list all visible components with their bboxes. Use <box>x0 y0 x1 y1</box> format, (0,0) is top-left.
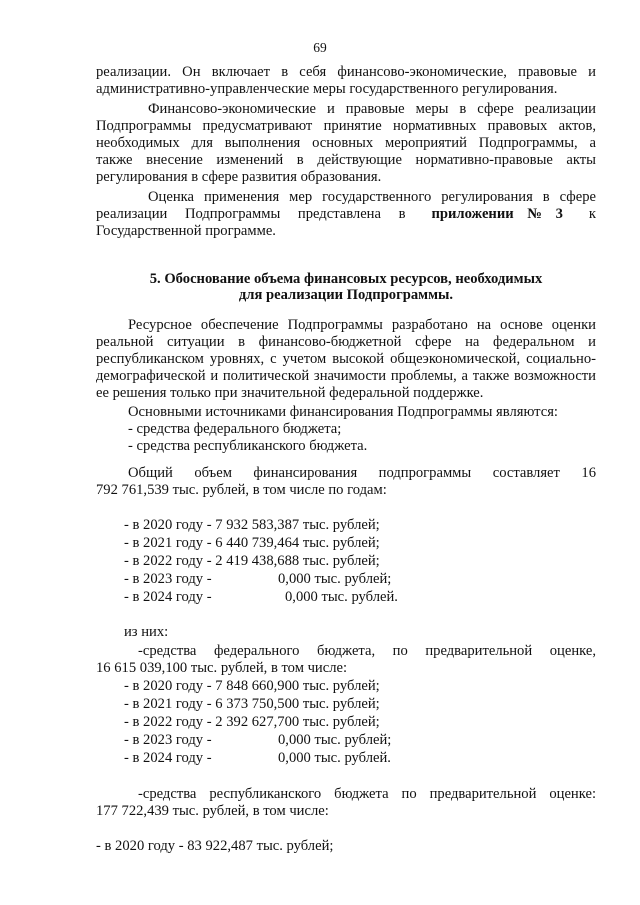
paragraph-3-line-3: Государственной программе. <box>96 223 276 239</box>
paragraph-3-line-1: Оценка применения мер государственного регулирования в сфере <box>148 189 596 205</box>
of-them-label: из них: <box>124 624 169 640</box>
republic-2020-amount: - в 2020 году - 83 922,487 тыс. рублей; <box>96 838 334 854</box>
list-item: - в 2020 году - 7 932 583,387 тыс. рублей; <box>124 517 380 533</box>
section-heading-line-2: для реализации Подпрограммы. <box>238 287 454 303</box>
paragraph-2-line-4: также внесение изменений в действующие нормативно-правовые акты <box>96 152 596 168</box>
paragraph-2-line-5: регулирования в сфере развития образования. <box>96 169 382 185</box>
federal-funds-line-2: 16 615 039,100 тыс. рублей, в том числе: <box>96 660 348 676</box>
paragraph-4-line-5: ее решения только при значительной федеральной поддержке. <box>96 385 484 401</box>
list-item: - в 2021 году - 6 373 750,500 тыс. рублей; <box>124 696 380 712</box>
list-item: - в 2021 году - 6 440 739,464 тыс. рублей; <box>124 535 380 551</box>
paragraph-2-line-3: необходимых для выполнения основных мероприятий Подпрограммы, а <box>96 135 596 151</box>
paragraph-4-line-4: демографической и политической значимости проблемы, а также возможности <box>96 368 596 384</box>
paragraph-4-line-1: Ресурсное обеспечение Подпрограммы разработано на основе оценки <box>128 317 596 333</box>
page-number: 69 <box>313 40 327 55</box>
list-item: - в 2023 году - 0,000 тыс. рублей; <box>124 571 392 587</box>
total-funding-line-1: Общий объем финансирования подпрограммы составляет 16 <box>128 465 596 481</box>
section-heading-line-1: 5. Обоснование объема финансовых ресурсов, необходимых <box>149 271 543 287</box>
republic-funds-line-2: 177 722,439 тыс. рублей, в том числе: <box>96 803 329 819</box>
paragraph-2-line-2: Подпрограммы предусматривают принятие нормативных правовых актов, <box>96 118 596 134</box>
list-item: - в 2022 году - 2 392 627,700 тыс. рублей; <box>124 714 380 730</box>
paragraph-4-line-2: реальной ситуации в финансово-бюджетной сфере на федеральном и <box>96 334 596 350</box>
paragraph-3-line-2-end: к <box>588 206 596 222</box>
paragraph-1-line-1: реализации. Он включает в себя финансово-экономические, правовые и <box>96 64 596 80</box>
appendix-reference: приложении № 3 <box>431 206 563 222</box>
paragraph-2-line-1: Финансово-экономические и правовые меры в сфере реализации <box>148 101 596 117</box>
funding-source-federal: - средства федерального бюджета; <box>128 421 342 437</box>
paragraph-3-line-2-start: реализации Подпрограммы представлена в <box>96 206 406 222</box>
list-item: - в 2023 году - 0,000 тыс. рублей; <box>124 732 392 748</box>
list-item: - в 2024 году - 0,000 тыс. рублей. <box>124 589 398 605</box>
republic-funds-line-1: -средства республиканского бюджета по предварительной оценке: <box>138 786 596 802</box>
paragraph-1-line-2: административно-управленческие меры государственного регулирования. <box>96 81 558 97</box>
paragraph-3-line-2 <box>96 206 596 223</box>
total-funding-line-2: 792 761,539 тыс. рублей, в том числе по годам: <box>96 482 387 498</box>
list-item: - в 2024 году - 0,000 тыс. рублей. <box>124 750 391 766</box>
list-item: - в 2022 году - 2 419 438,688 тыс. рублей; <box>124 553 380 569</box>
federal-funds-line-1: -средства федерального бюджета, по предварительной оценке, <box>138 643 596 659</box>
funding-source-republic: - средства республиканского бюджета. <box>128 438 368 454</box>
list-item: - в 2020 году - 7 848 660,900 тыс. рублей; <box>124 678 380 694</box>
paragraph-5-line-1: Основными источниками финансирования Подпрограммы являются: <box>128 404 558 420</box>
paragraph-4-line-3: республиканском уровнях, с учетом высокой общеэкономической, социально- <box>96 351 596 367</box>
